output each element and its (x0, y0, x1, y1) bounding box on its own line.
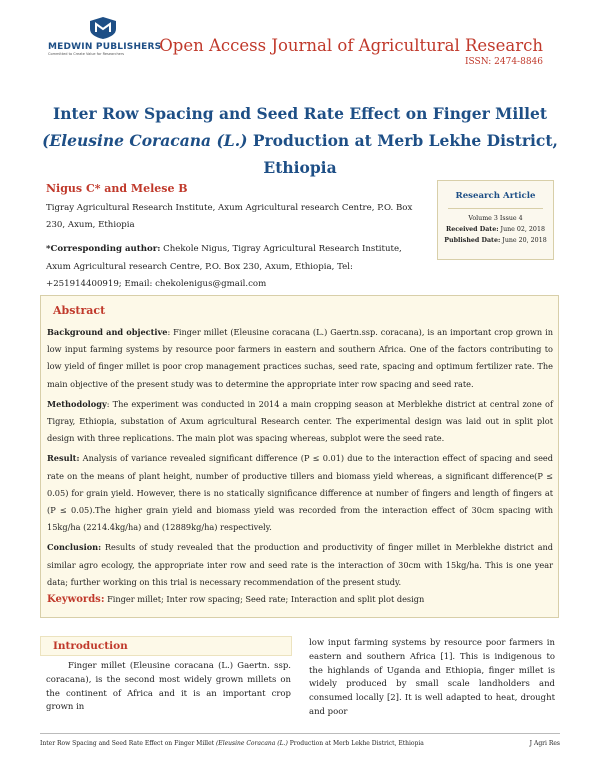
received-label: Received Date: (446, 226, 499, 233)
authors: Nigus C* and Melese B (46, 182, 188, 195)
methodology-text: : The experiment was conducted in 2014 a main cropping season at Merblekhe district at central zone of Tigray, Ethiopia, substation of Axum agricultural Research center. The experimental design was laid out in split plot design with three replications. The main plot was spacing whereas, subplot were the seed rate. (47, 398, 553, 444)
keywords-text: Finger millet; Inter row spacing; Seed rate; Interaction and split plot design (104, 594, 425, 604)
abstract-result (47, 450, 553, 536)
keywords-label: Keywords: (47, 594, 105, 605)
abstract-methodology (47, 396, 553, 448)
introduction-heading: Introduction (53, 640, 128, 652)
title-part2: Production at Merb Lekhe District, Ethiopia (247, 131, 558, 177)
abstract-panel (40, 295, 559, 618)
background-text: : Finger millet (Eleusine coracana (L.) Gaertn.ssp. coracana), is an important crop grown in low input farming systems by resource poor farmers in eastern and southern Africa. One of the factors contributing to low yield of finger millet is poor crop management practices suchas, seed rate, spacing and optimum fertilizer rate. The main objective of the present study was to determine the appropriate inter row spacing and seed rate. (47, 327, 553, 389)
result-label: Result: (47, 453, 80, 464)
abstract-body (47, 324, 553, 594)
title-italic: (Eleusine Coracana (L.) (42, 131, 248, 150)
journal-title: Open Access Journal of Agricultural Research (159, 36, 543, 55)
article-box-divider (448, 208, 543, 209)
page-footer (40, 733, 560, 747)
published-date (438, 237, 553, 244)
intro-right-column: low input farming systems by resource poor farmers in eastern and southern Africa [1]. This is indigenous to the highlands of Uganda and Ethiopia, finger millet is widely produced by small scale landholders and consumed locally [2]. It is well adapted to heat, drought and poor (309, 638, 555, 717)
intro-left-column: Finger millet (Eleusine coracana (L.) Gaertn. ssp. coracana), is the second most widely grown millets on the continent of Africa and it is an important crop grown in (46, 661, 291, 713)
footer-journal: J Agri Res (529, 740, 560, 747)
methodology-label: Methodology (47, 398, 107, 409)
published-label: Published Date: (444, 237, 501, 244)
shield-logo-icon (88, 16, 118, 40)
article-info-box (437, 180, 554, 260)
received-date (438, 226, 553, 233)
footer-title-part2: Production at Merb Lekhe District, Ethiopia (287, 740, 424, 747)
volume-issue: Volume 3 Issue 4 (468, 215, 523, 222)
published-value: June 20, 2018 (500, 237, 547, 244)
paper-title (40, 100, 560, 181)
received-value: June 02, 2018 (498, 226, 545, 233)
result-text: Analysis of variance revealed significant difference (P ≤ 0.01) due to the interaction effect of spacing and seed rate on the means of plant height, number of productive tillers and biomass yield whereas, a significant difference(P ≤ 0.05) for grain yield. However, there is no statically significance difference at number of fingers and length of fingers at (P ≤ 0.05).The higher grain yield and biomass yield was recorded from the interaction effect of 30cm spacing with 15kg/ha (2214.4kg/ha) and (12889kg/ha) respectively. (47, 453, 553, 533)
publisher-name: MEDWIN PUBLISHERS (48, 42, 162, 52)
conclusion-text: Results of study revealed that the production and productivity of finger millet in Merblekhe district and similar agro ecology, the appropriate inter row and seed rate is the interaction of 30cm with 15kg/ha. This is one year data; further working on this trial is necessary recommendation of the present study. (47, 542, 553, 587)
abstract-heading: Abstract (53, 304, 106, 317)
keywords (47, 594, 553, 605)
footer-title-part1: Inter Row Spacing and Seed Rate Effect on Finger Millet (40, 740, 216, 747)
publisher-logo (48, 16, 162, 56)
background-label: Background and objective (47, 327, 168, 337)
abstract-background (47, 324, 553, 393)
title-part1: Inter Row Spacing and Seed Rate Effect on Finger Millet (52, 104, 548, 123)
issn: ISSN: 2474-8846 (464, 57, 543, 67)
footer-title (40, 740, 424, 747)
conclusion-label: Conclusion: (47, 542, 102, 553)
footer-title-italic: (Eleusine Coracana (L.) (215, 740, 288, 747)
affiliation: Tigray Agricultural Research Institute, Axum Agricultural research Centre, P.O. Box 230, Axum, Ethiopia (46, 203, 413, 230)
page-header (0, 0, 600, 80)
article-type: Research Article (455, 191, 536, 201)
corresponding-label: *Corresponding author: (46, 244, 161, 254)
abstract-conclusion (47, 539, 553, 591)
introduction-heading-bar (40, 636, 292, 656)
corresponding-author (46, 241, 426, 294)
publisher-tagline: Committed to Create Value for Researchers (48, 52, 125, 56)
corresponding-text: Chekole Nigus, Tigray Agricultural Research Institute, Axum Agricultural research Centre, P.O. Box 230, Axum, Ethiopia, Tel: +251914400919; Email: chekolenigus@gmail.com (46, 244, 402, 289)
